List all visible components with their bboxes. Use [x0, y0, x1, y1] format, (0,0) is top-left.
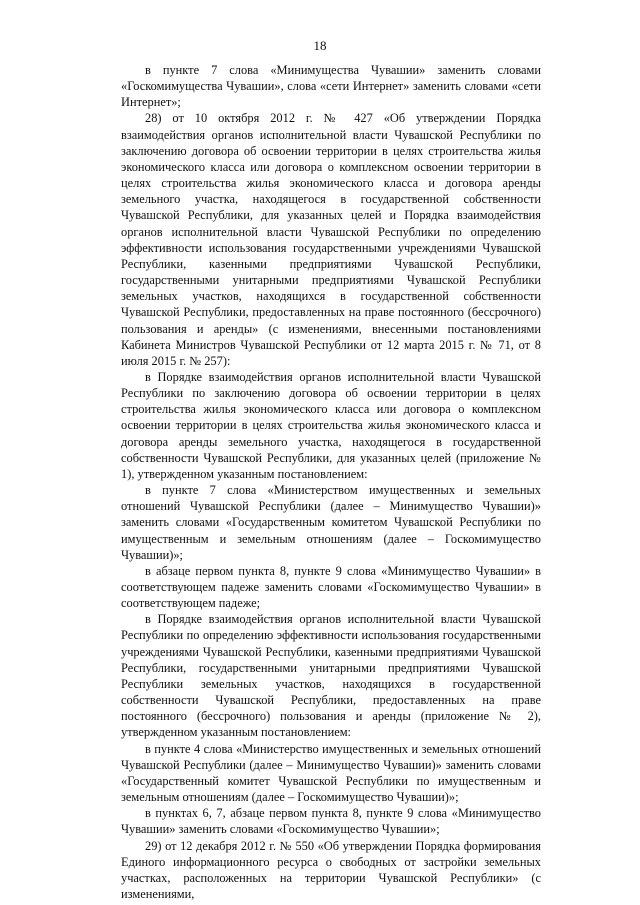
document-body: [121, 62, 541, 902]
paragraph: 28) от 10 октября 2012 г. № 427 «Об утверждении Порядка взаимодействия органов исполнительной власти Чувашской Республики по заключению договора об освоении территории в целях строительства жилья экономического класса или договора о комплексном освоении территории в целях строительства жилья экономического класса и договора аренды земельного участка, находящегося в государственной собственности Чувашской Республики, для указанных целей и Порядка взаимодействия органов исполнительной власти Чувашской Республики по определению эффективности использования государственными учреждениями Чувашской Республики, казенными предприятиями Чувашской Республики, государственными унитарными предприятиями Чувашской Республики земельных участков, находящихся в государственной собственности Чувашской Республики, предоставленных на праве постоянного (бессрочного) пользования и аренды» (с изменениями, внесенными постановлениями Кабинета Министров Чувашской Республики от 12 марта 2015 г. № 71, от 8 июля 2015 г. № 257):: [121, 111, 541, 368]
paragraph: в пункте 7 слова «Министерством имущественных и земельных отношений Чувашской Республики (далее – Минимущество Чувашии)» заменить словами «Государственным комитетом Чувашской Республики по имущественным и земельным отношениям (далее – Госкомимущество Чувашии)»;: [121, 483, 541, 562]
paragraph: в пункте 7 слова «Минимущества Чувашии» заменить словами «Госкомимущества Чувашии», слова «сети Интернет» заменить словами «сети Интернет»;: [121, 63, 541, 110]
paragraph: в Порядке взаимодействия органов исполнительной власти Чувашской Республики по заключению договора об освоении территории в целях строительства жилья экономического класса или договора о комплексном освоении территории в целях строительства жилья экономического класса и договора аренды земельного участка, находящегося в государственной собственности Чувашской Республики, для указанных целей (приложение № 1), утвержденном указанным постановлением:: [121, 369, 541, 481]
paragraph: 29) от 12 декабря 2012 г. № 550 «Об утверждении Порядка формирования Единого информационного ресурса о свободных от застройки земельных участках, расположенных на территории Чувашской Республики» (с изменениями,: [121, 838, 541, 901]
paragraph: в пункте 4 слова «Министерство имущественных и земельных отношений Чувашской Республики (далее – Минимущество Чувашии)» заменить словами «Государственный комитет Чувашской Республики по имущественным и земельным отношениям (далее – Госкомимущество Чувашии)»;: [121, 741, 541, 805]
paragraph: в пунктах 6, 7, абзаце первом пункта 8, пункте 9 слова «Минимущество Чувашии» заменить словами «Госкомимущество Чувашии»;: [121, 806, 541, 837]
page-number: 18: [313, 38, 327, 53]
paragraph: в абзаце первом пункта 8, пункте 9 слова «Минимущество Чувашии» в соответствующем падеже заменить словами «Госкомимущество Чувашии» в соответствующем падеже;: [121, 563, 541, 611]
paragraph: в Порядке взаимодействия органов исполнительной власти Чувашской Республики по определению эффективности использования государственными учреждениями Чувашской Республики, казенными предприятиями Чувашской Республики, государственными унитарными предприятиями Чувашской Республики земельных участков, находящихся в государственной собственности Чувашской Республики, предоставленных на праве постоянного (бессрочного) пользования и аренды (приложение № 2), утвержденном указанным постановлением:: [121, 612, 541, 740]
